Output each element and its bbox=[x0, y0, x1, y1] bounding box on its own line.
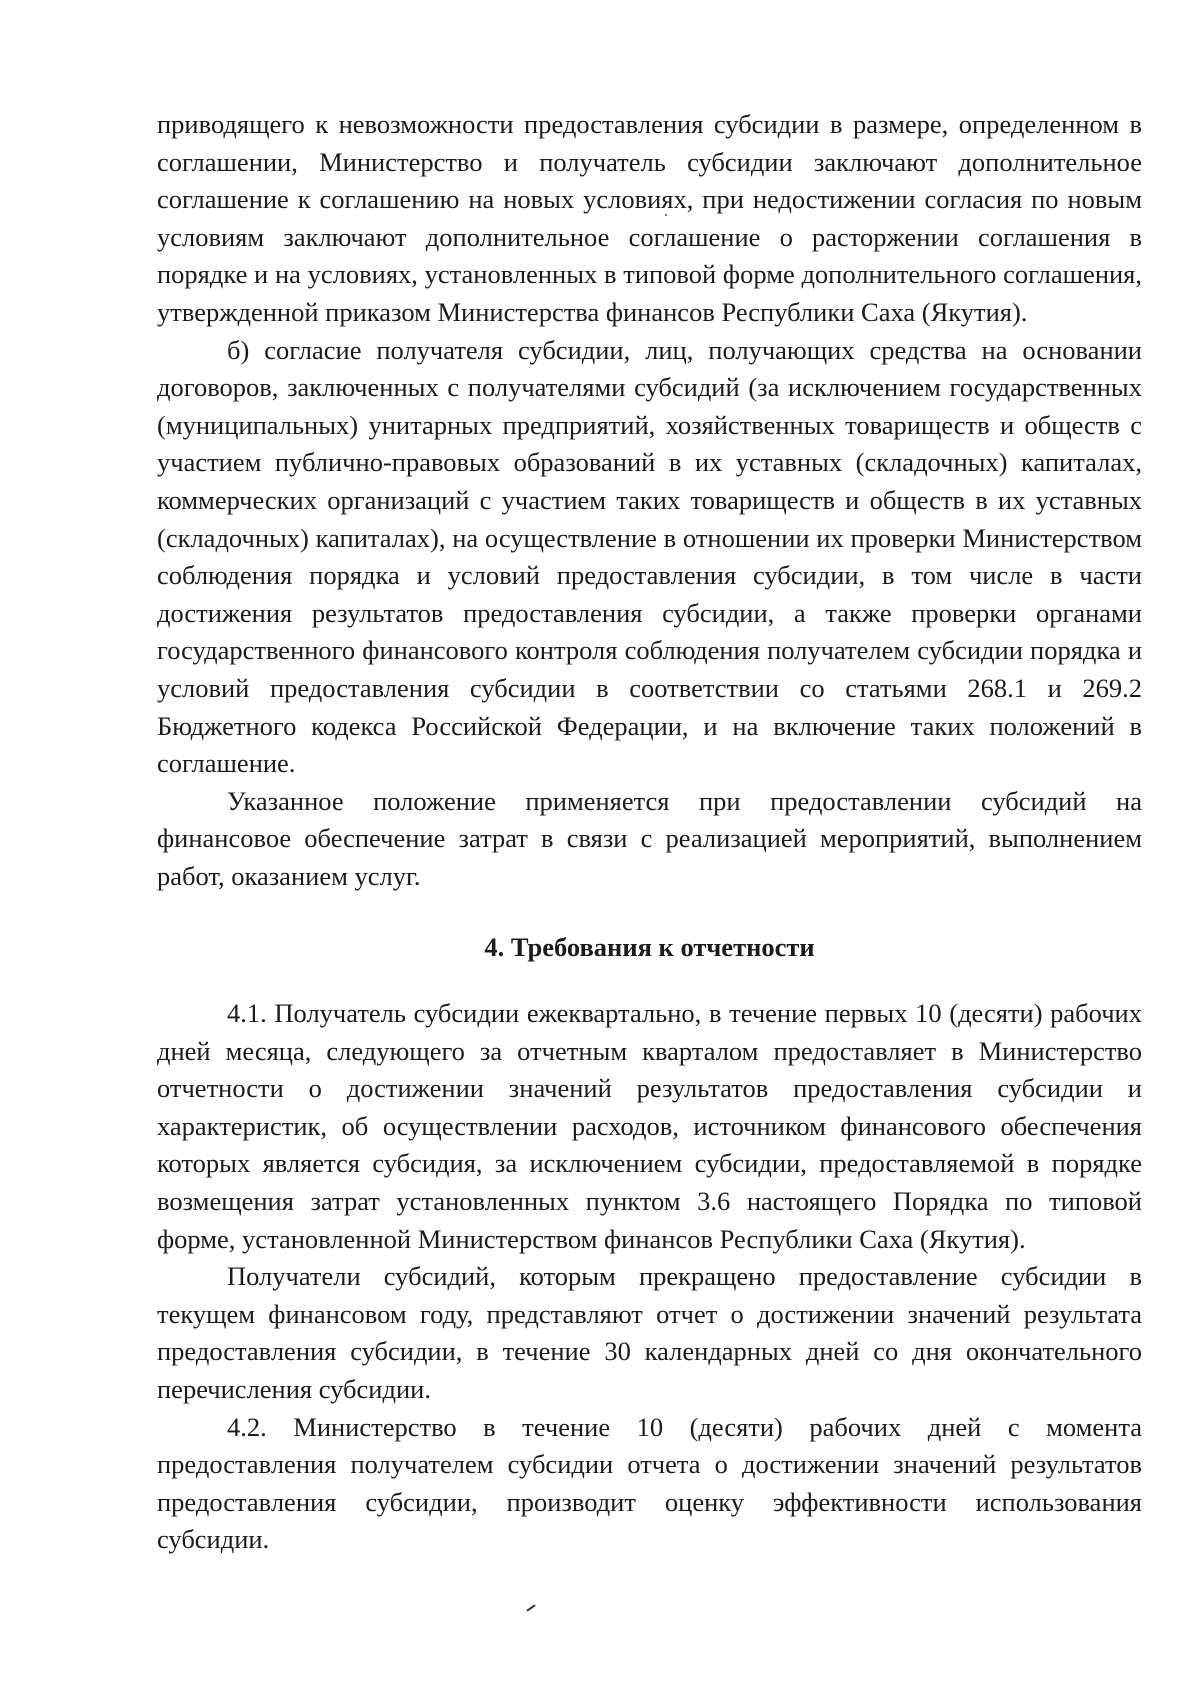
paragraph-continuation: приводящего к невозможности предоставления субсидии в размере, определенном в соглашении, Министерство и получатель субсидии заключают дополнительное соглашение к соглашению на новых условиях, при недостижении согласия по новым условиям заключают дополнительное соглашение о расторжении соглашения в порядке и на условиях, установленных в типовой форме дополнительного соглашения, утвержденной приказом Министерства финансов Республики Саха (Якутия). bbox=[157, 109, 1142, 327]
paragraph-4-2: 4.2. Министерство в течение 10 (десяти) рабочих дней с момента предоставления получателем субсидии отчета о достижении значений результатов предоставления субсидии, производит оценку эффективности использования субсидии. bbox=[157, 1411, 1142, 1555]
paragraph-4-1: 4.1. Получатель субсидии ежеквартально, в течение первых 10 (десяти) рабочих дней месяца, следующего за отчетным кварталом предоставляет в Министерство отчетности о достижении значений результатов предоставления субсидии и характеристик, об осуществлении расходов, источником финансового обеспечения которых является субсидия, за исключением субсидии, предоставляемой в порядке возмещения затрат установленных пунктом 3.6 настоящего Порядка по типовой форме, установленной Министерством финансов Республики Саха (Якутия). bbox=[157, 998, 1142, 1254]
section-heading: 4. Требования к отчетности bbox=[484, 932, 815, 963]
pen-mark bbox=[526, 1604, 535, 1611]
document-body bbox=[157, 106, 1142, 1559]
paragraph-terminated-recipients: Получатели субсидий, которым прекращено предоставление субсидии в текущем финансовом году, представляют отчет о достижении значений результата предоставления субсидии, в течение 30 календарных дней со дня окончательного перечисления субсидии. bbox=[157, 1261, 1142, 1404]
paragraph-consent: б) согласие получателя субсидии, лиц, получающих средства на основании договоров, заключенных с получателями субсидий (за исключением государственных (муниципальных) унитарных предприятий, хозяйственных товариществ и обществ с участием публично-правовых образований в их уставных (складочных) капиталах, коммерческих организаций с участием таких товариществ и обществ в их уставных (складочных) капиталах), на осуществление в отношении их проверки Министерством соблюдения порядка и условий предоставления субсидии, в том числе в части достижения результатов предоставления субсидии, а также проверки органами государственного финансового контроля соблюдения получателем субсидии порядка и условий предоставления субсидии в соответствии со статьями 268.1 и 269.2 Бюджетного кодекса Российской Федерации, и на включение таких положений в соглашение. bbox=[157, 334, 1142, 779]
scan-speck bbox=[665, 214, 667, 216]
paragraph-provision-note: Указанное положение применяется при предоставлении субсидий на финансовое обеспечение затрат в связи с реализацией мероприятий, выполнением работ, оказанием услуг. bbox=[157, 785, 1142, 891]
